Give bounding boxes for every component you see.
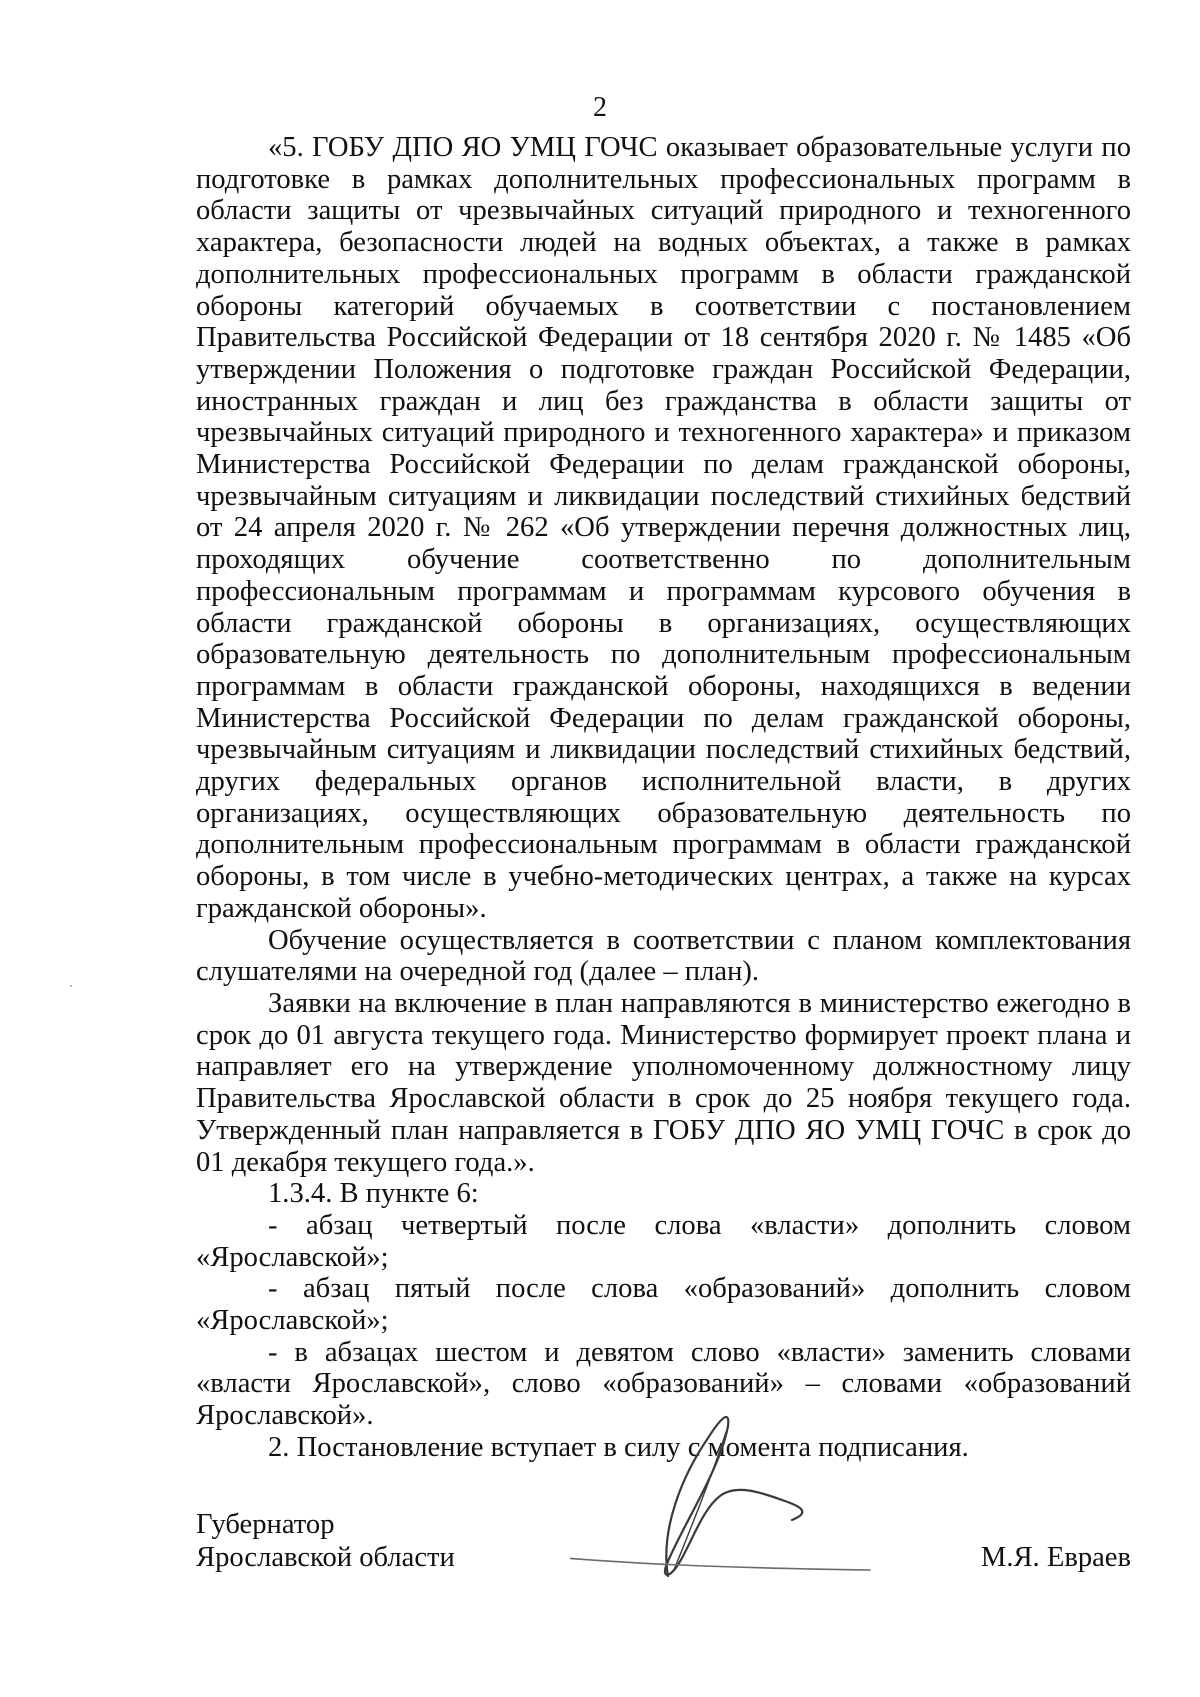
paragraph-applications: Заявки на включение в план направляются в министерство ежегодно в срок до 01 августа текущего года. Министерство формирует проект плана и направляет его на утверждение уполномоченному должностному лицу Правительства Ярославской области в срок до 25 ноября текущего года. Утвержденный план направляется в ГОБУ ДПО ЯО УМЦ ГОЧС в срок до 01 декабря текущего года.». — [196, 987, 1131, 1178]
scan-speck — [70, 985, 72, 987]
signatory-title-line2: Ярославской области — [196, 1542, 455, 1573]
paragraph-item-5-text: «5. ГОБУ ДПО ЯО УМЦ ГОЧС оказывает образовательные услуги по подготовке в рамках дополнительных профессиональных программ в области защиты от чрезвычайных ситуаций природного и техногенного характера, безопасности людей на водных объектах, а также в рамках дополнительных профессиональных программ в области гражданской обороны категорий обучаемых в соответствии с постановлением Правительства Российской Федерации от 18 сентября 2020 г. № 1485 «Об утверждении Положения о подготовке граждан Российской Федерации, иностранных граждан и лиц без гражданства в области защиты от чрезвычайных ситуаций природного и техногенного характера» и приказом Министерства Российской Федерации по делам гражданской обороны, чрезвычайным ситуациям и ликвидации последствий стихийных бедствий от 24 апреля 2020 г. № 262 «Об утверждении перечня должностных лиц, проходящих обучение соответственно по дополнительным профессиональным программам и программам курсового обучения в области гражданской обороны в организациях, осуществляющих образовательную деятельность по дополнительным профессиональным программам в области гражданской обороны, находящихся в ведении Министерства Российской Федерации по делам гражданской обороны, чрезвычайным ситуациям и ликвидации последствий стихийных бедствий, других федеральных органов исполнительной власти, в других организациях, осуществляющих образовательную деятельность по дополнительным профессиональным программам в области гражданской обороны, в том числе в учебно-методических центрах, а также на курсах гражданской обороны». — [196, 132, 1131, 924]
paragraph-abzac-6-9: - в абзацах шестом и девятом слово «власти» заменить словами «власти Ярославской», слово «образований» – словами «образований Ярославской». — [196, 1336, 1131, 1432]
paragraph-training-plan: Обучение осуществляется в соответствии с планом комплектования слушателями на очередной год (далее – план). — [196, 924, 1131, 988]
paragraph-entry-into-force: 2. Постановление вступает в силу с момента подписания. — [268, 1431, 969, 1463]
signatory-name: М.Я. Евраев — [980, 1542, 1131, 1573]
signature-block — [196, 1508, 1131, 1574]
paragraph-1-3-4: 1.3.4. В пункте 6: — [268, 1178, 479, 1210]
paragraph-abzac-5: - абзац пятый после слова «образований» дополнить словом «Ярославской»; — [196, 1273, 1131, 1337]
paragraph-abzac-4: - абзац четвертый после слова «власти» дополнить словом «Ярославской»; — [196, 1209, 1131, 1273]
page-number: 2 — [593, 92, 607, 123]
signatory-title-line1: Губернатор — [196, 1509, 335, 1540]
document-body — [196, 132, 1131, 1464]
